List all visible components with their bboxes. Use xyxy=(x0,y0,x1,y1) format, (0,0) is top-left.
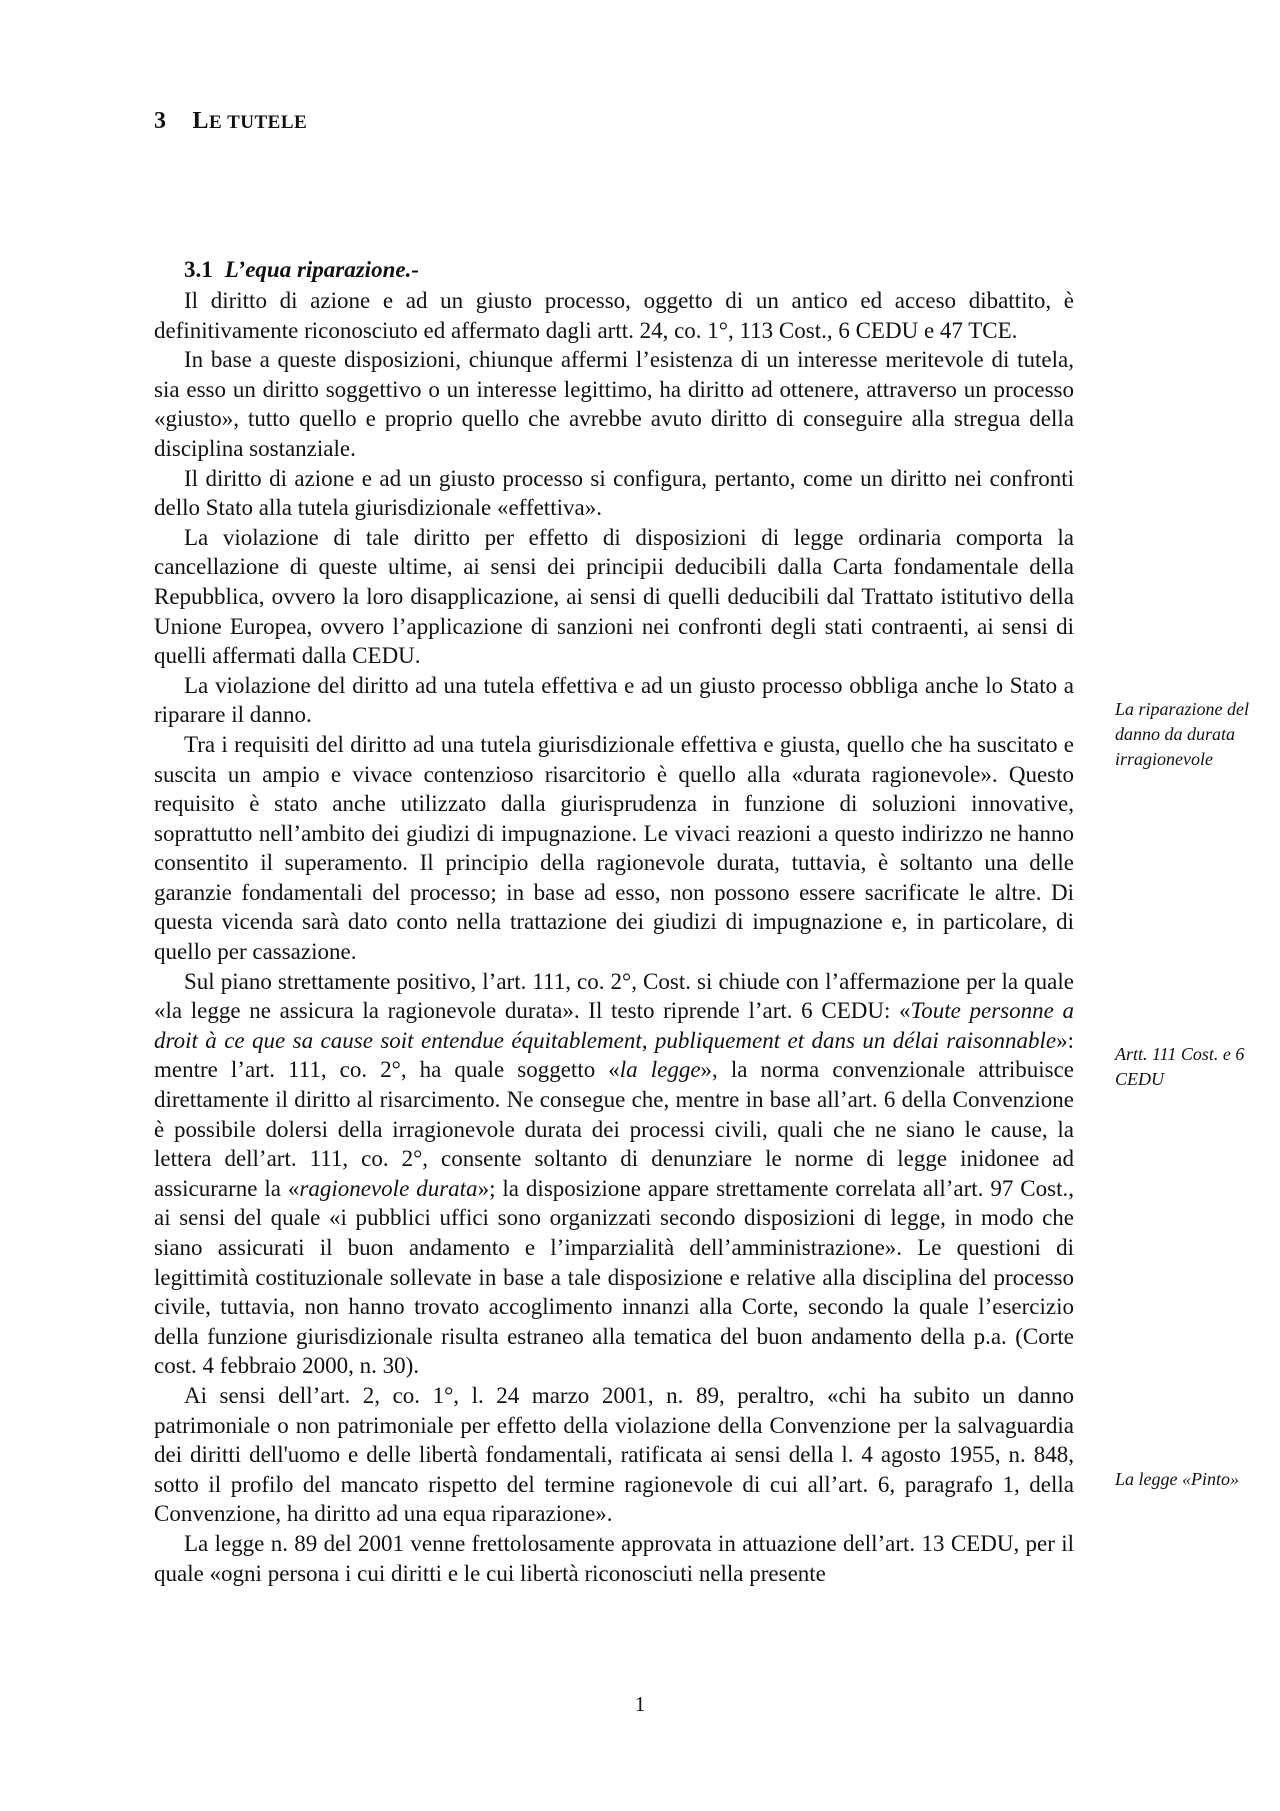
chapter-title-rest: E TUTELE xyxy=(209,112,308,133)
paragraph: Il diritto di azione e ad un giusto processo, oggetto di un antico ed acceso dibattito, è definitivamente riconosciuto ed affermato dagli artt. 24, co. 1°, 113 Cost., 6 CEDU e 47 TCE. xyxy=(154,288,1074,343)
text-run: Sul piano strettamente positivo, l’art. 111, co. 2°, Cost. si chiude con l’affermazione per la quale «la legge ne assicura la ragionevole durata». Il testo riprende l’art. 6 CEDU: « xyxy=(154,968,1074,1024)
paragraph: La legge n. 89 del 2001 venne frettolosamente approvata in attuazione dell’art. 13 CEDU, per il quale «ogni persona i cui diritti e le cui libertà riconosciuti nella presente xyxy=(154,1530,1074,1586)
chapter-number: 3 xyxy=(154,108,167,134)
section-title: L’equa riparazione.- xyxy=(224,257,419,282)
section-heading xyxy=(184,257,419,283)
paragraph-art-111 xyxy=(154,967,1074,1381)
text-run: »; la disposizione appare strettamente correlata all’art. 97 Cost., ai sensi del quale «i pubblici uffici sono organizzati secondo disposizioni di legge, in modo che siano assicurati il buon andamento e l’imparzialità dell’amministrazione». Le questioni di legittimità costituzionale sollevate in base a tale disposizione e relative alla disciplina del processo civile, tuttavia, non hanno trovato accoglimento innanzi alla Corte, secondo la quale l’esercizio della funzione giurisdizionale risulta estraneo alla tematica del buon andamento della p.a. (Corte cost. 4 febbraio 2000, n. 30). xyxy=(154,1175,1074,1379)
page-number: 1 xyxy=(634,1692,646,1716)
text-run: »: mentre l’art. 111, co. 2°, ha quale soggetto « xyxy=(154,1027,1074,1083)
margin-note-art-111: Artt. 111 Cost. e 6 CEDU xyxy=(1115,1044,1245,1089)
paragraph: In base a queste disposizioni, chiunque affermi l’esistenza di un interesse meritevole di tutela, sia esso un diritto soggettivo o un interesse legittimo, ha diritto ad ottenere, attraverso un processo «giusto», tutto quello e proprio quello che avrebbe avuto diritto di conseguire alla stregua della disciplina sostanziale. xyxy=(154,347,1074,461)
quote-ragionevole-durata: ragionevole durata xyxy=(299,1175,478,1201)
paragraph: Ai sensi dell’art. 2, co. 1°, l. 24 marzo 2001, n. 89, peraltro, «chi ha subito un danno patrimoniale o non patrimoniale per effetto della violazione della Convenzione per la salvaguardia dei diritti dell'uomo e delle libertà fondamentali, ratificata ai sensi della l. 4 agosto 1955, n. 848, sotto il profilo del mancato rispetto del termine ragionevole di cui all’art. 6, paragrafo 1, della Convenzione, ha diritto ad una equa riparazione». xyxy=(154,1382,1074,1527)
margin-note-riparazione: La riparazione del danno da durata irragionevole xyxy=(1115,699,1250,769)
paragraph: La violazione del diritto ad una tutela effettiva e ad un giusto processo obbliga anche lo Stato a riparare il danno. xyxy=(154,672,1074,728)
body-text xyxy=(154,286,1074,1588)
paragraph: Tra i requisiti del diritto ad una tutela giurisdizionale effettiva e giusta, quello che ha suscitato e suscita un ampio e vivace contenzioso risarcitorio è quello alla «durata ragionevole». Questo requisito è stato anche utilizzato dalla giurisprudenza in funzione di soluzioni innovative, soprattutto nell’ambito dei giudizi di impugnazione. Le vivaci reazioni a questo indirizzo ne hanno consentito il superamento. Il principio della ragionevole durata, tuttavia, è soltanto una delle garanzie fondamentali del processo; in base ad esso, non possono essere sacrificate le altre. Di questa vicenda sarà dato conto nella trattazione dei giudizi di impugnazione e, in particolare, di quello per cassazione. xyxy=(154,731,1074,965)
quote-la-legge: la legge xyxy=(619,1057,701,1083)
section-number: 3.1 xyxy=(184,257,213,282)
margin-note-legge-pinto: La legge «Pinto» xyxy=(1115,1469,1239,1489)
chapter-title-initial: L xyxy=(192,108,210,134)
chapter-heading xyxy=(154,108,307,135)
quote-french-cedu: Toute personne a droit à ce que sa cause soit entendue équitablement, publiquement et dans un délai raisonnable xyxy=(154,998,1074,1053)
paragraph: Il diritto di azione e ad un giusto processo si configura, pertanto, come un diritto nei confronti dello Stato alla tutela giurisdizionale «effettiva». xyxy=(154,465,1074,521)
text-run: », la norma convenzionale attribuisce direttamente il diritto al risarcimento. Ne consegue che, mentre in base all’art. 6 della Convenzione è possibile dolersi della irragionevole durata dei processi civili, quali che ne siano le cause, la lettera dell’art. 111, co. 2°, consente soltanto di denunziare le norme di legge inidonee ad assicurarne la « xyxy=(154,1057,1074,1201)
paragraph: La violazione di tale diritto per effetto di disposizioni di legge ordinaria comporta la cancellazione di queste ultime, ai sensi dei principii deducibili dalla Carta fondamentale della Repubblica, ovvero la loro disapplicazione, ai sensi di quelli deducibili dal Trattato istitutivo della Unione Europea, ovvero l’applicazione di sanzioni nei confronti degli stati contraenti, ai sensi di quelli affermati dalla CEDU. xyxy=(154,524,1074,669)
